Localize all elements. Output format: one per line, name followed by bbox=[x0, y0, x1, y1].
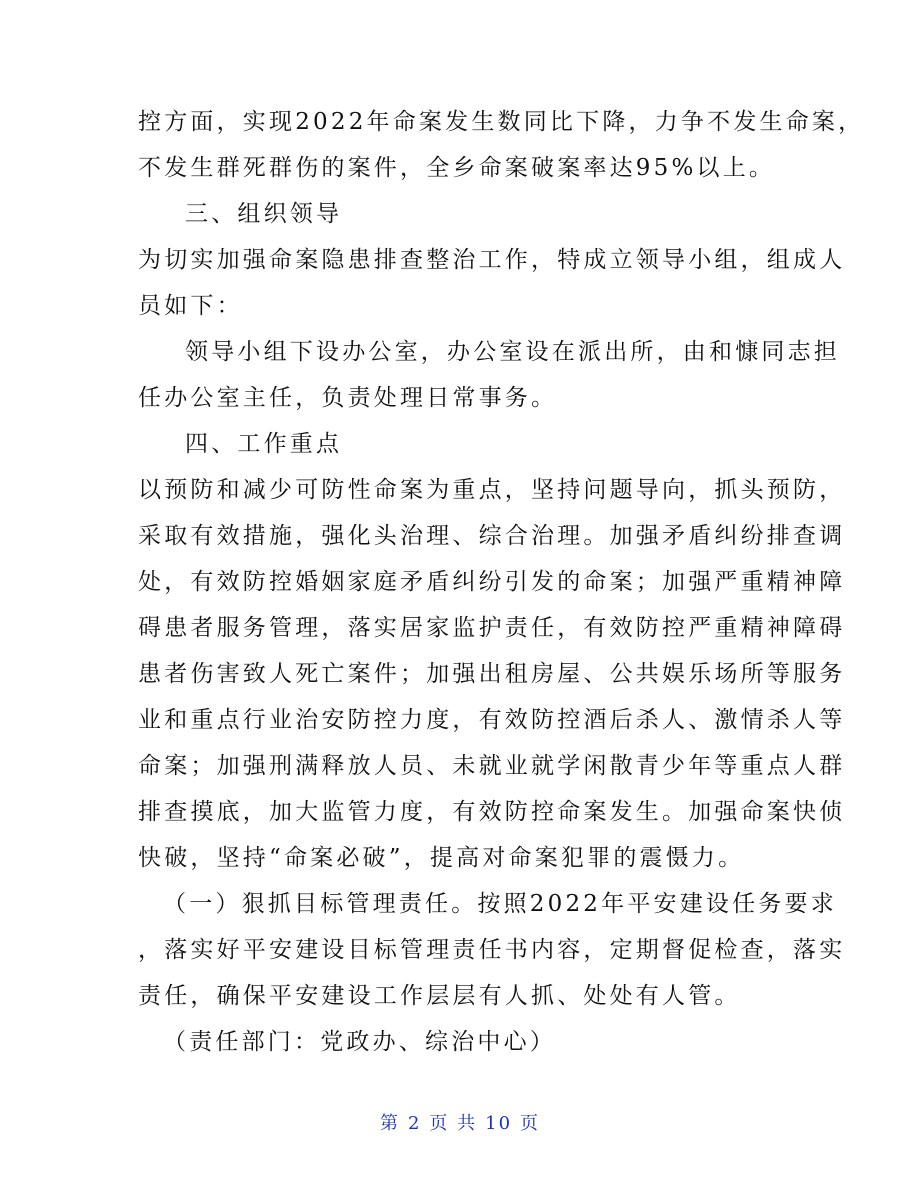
text-line: 患者伤害致人死亡案件；加强出租房屋、公共娱乐场所等服务 bbox=[138, 661, 846, 687]
footer-page-number: 2 bbox=[407, 1113, 422, 1134]
text-line: 控方面，实现2022年命案发生数同比下降，力争不发生命案， bbox=[138, 109, 865, 135]
text-line: 业和重点行业治安防控力度，有效防控酒后杀人、激情杀人等 bbox=[138, 707, 846, 733]
text-line: 命案；加强刑满释放人员、未就业就学闲散青少年等重点人群 bbox=[138, 753, 846, 779]
footer-prefix: 第 bbox=[379, 1113, 400, 1134]
text-line: 领导小组下设办公室，办公室设在派出所，由和慷同志担 bbox=[185, 339, 840, 365]
text-line: （责任部门：党政办、综治中心） bbox=[163, 1029, 556, 1055]
footer-middle: 页 共 bbox=[429, 1113, 478, 1134]
text-line: 责任，确保平安建设工作层层有人抓、处处有人管。 bbox=[138, 983, 741, 1009]
text-line: 处，有效防控婚姻家庭矛盾纠纷引发的命案；加强严重精神障 bbox=[138, 569, 846, 595]
text-line: 任办公室主任，负责处理日常事务。 bbox=[138, 385, 558, 411]
footer-total-pages: 10 bbox=[485, 1113, 513, 1134]
text-line: 员如下： bbox=[138, 293, 243, 319]
text-line: 排查摸底，加大监管力度，有效防控命案发生。加强命案快侦 bbox=[138, 799, 846, 825]
text-line: 不发生群死群伤的案件，全乡命案破案率达95%以上。 bbox=[138, 155, 776, 181]
text-line: 快破，坚持“命案必破”，提高对命案犯罪的震慑力。 bbox=[138, 845, 745, 871]
section-heading: 四、工作重点 bbox=[185, 431, 343, 457]
text-line: 以预防和减少可防性命案为重点，坚持问题导向，抓头预防， bbox=[138, 477, 846, 503]
section-heading: 三、组织领导 bbox=[185, 201, 343, 227]
footer-suffix: 页 bbox=[520, 1113, 541, 1134]
text-line: 采取有效措施，强化头治理、综合治理。加强矛盾纠纷排查调 bbox=[138, 523, 846, 549]
page-number-footer bbox=[0, 1111, 920, 1137]
text-line: 碍患者服务管理，落实居家监护责任，有效防控严重精神障碍 bbox=[138, 615, 846, 641]
text-line: 为切实加强命案隐患排查整治工作，特成立领导小组，组成人 bbox=[138, 247, 846, 273]
text-line: ，落实好平安建设目标管理责任书内容，定期督促检查，落实 bbox=[138, 937, 846, 963]
text-line: （一）狠抓目标管理责任。按照2022年平安建设任务要求 bbox=[163, 891, 837, 917]
